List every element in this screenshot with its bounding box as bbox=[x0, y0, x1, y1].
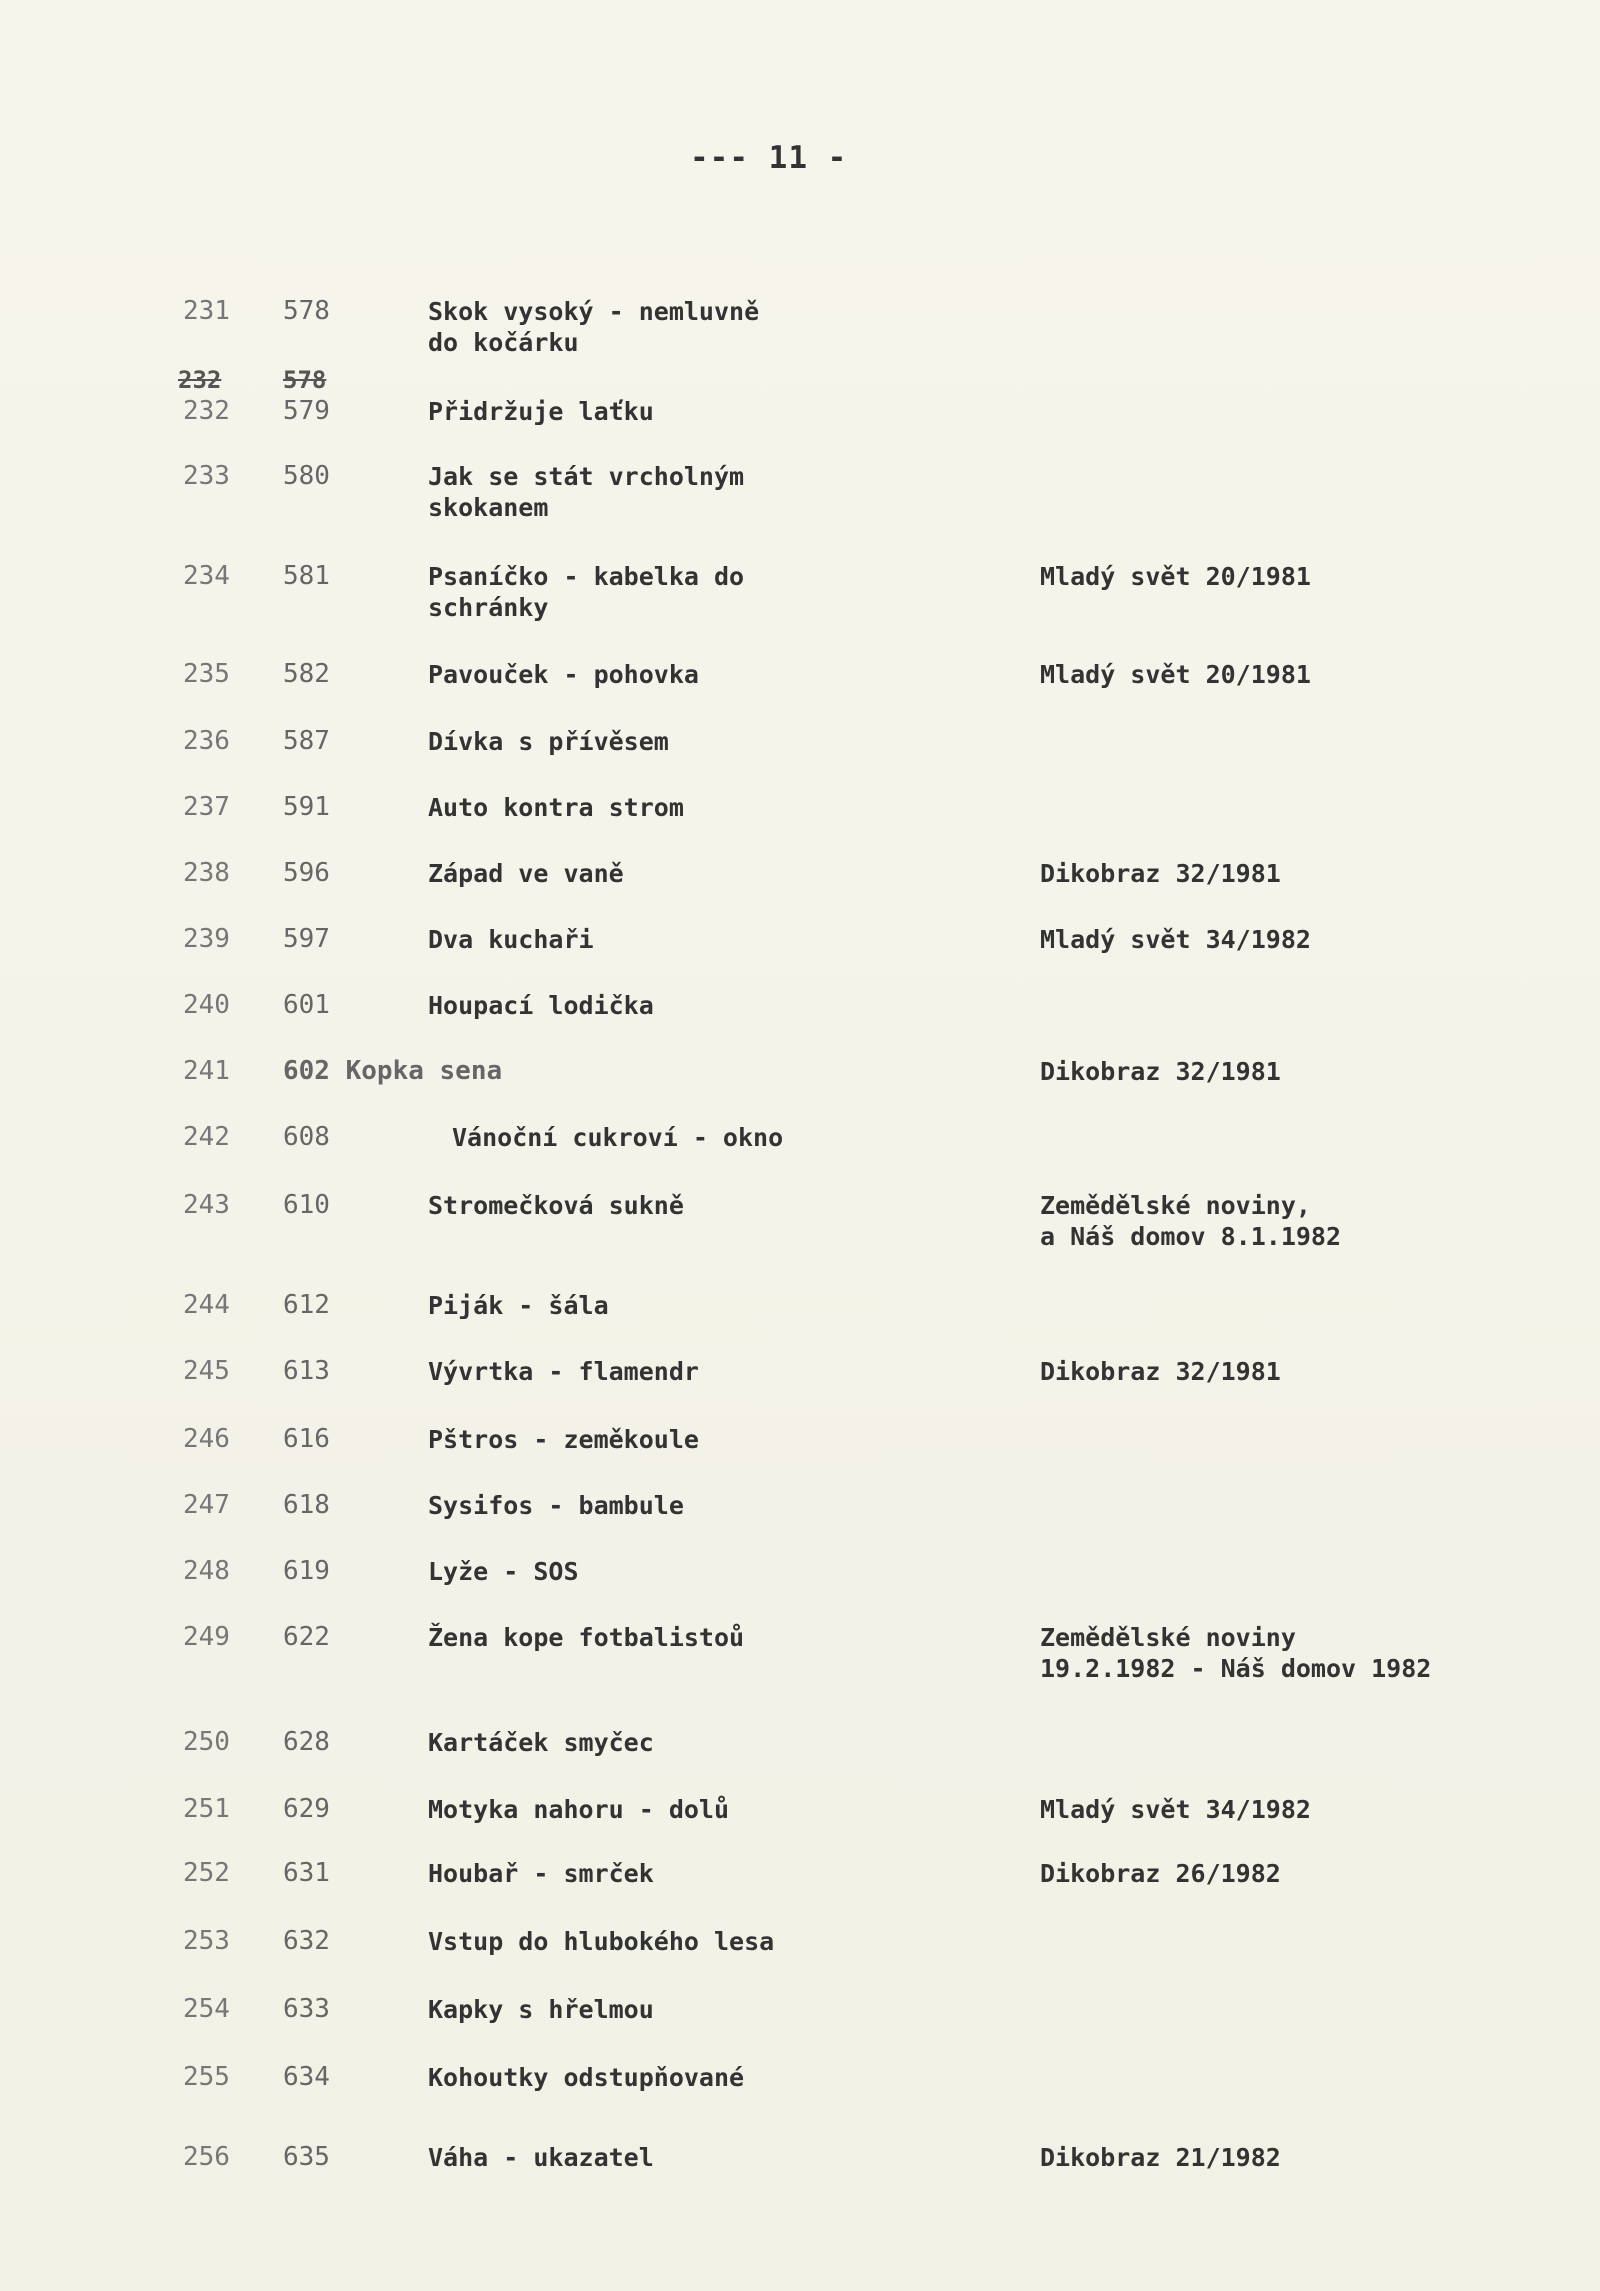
entry-number: 244 bbox=[183, 1290, 230, 1320]
entry-source: Dikobraz 32/1981 bbox=[1040, 1057, 1281, 1086]
entry-title: Váha - ukazatel bbox=[428, 2143, 654, 2172]
list-item bbox=[0, 924, 1600, 984]
list-item bbox=[0, 1994, 1600, 2054]
entry-code: 619 bbox=[283, 1556, 330, 1586]
list-item bbox=[0, 990, 1600, 1050]
entry-code: 618 bbox=[283, 1490, 330, 1520]
entry-code: 580 bbox=[283, 461, 330, 491]
entry-number: 247 bbox=[183, 1490, 230, 1520]
entry-code: 587 bbox=[283, 726, 330, 756]
list-item bbox=[0, 659, 1600, 719]
entry-code: 628 bbox=[283, 1727, 330, 1757]
entry-source: Mladý svět 20/1981 bbox=[1040, 660, 1311, 689]
list-item bbox=[0, 1424, 1600, 1484]
entry-title: Stromečková sukně bbox=[428, 1191, 684, 1220]
entry-title: Skok vysoký - nemluvně do kočárku bbox=[428, 297, 760, 357]
entry-number: 255 bbox=[183, 2062, 230, 2092]
list-item bbox=[0, 792, 1600, 852]
list-item bbox=[0, 1556, 1600, 1616]
entry-code: 578 bbox=[283, 296, 330, 326]
entry-number: 232 bbox=[183, 396, 230, 426]
entry-code: 608 bbox=[283, 1122, 330, 1152]
list-item bbox=[0, 1122, 1600, 1182]
entry-number: 236 bbox=[183, 726, 230, 756]
entry-title: Dva kuchaři bbox=[428, 925, 594, 954]
entry-title: Auto kontra strom bbox=[428, 793, 684, 822]
entry-number: 241 bbox=[183, 1056, 230, 1086]
entry-code: 579 bbox=[283, 396, 330, 426]
list-item bbox=[0, 396, 1600, 456]
entry-number: 246 bbox=[183, 1424, 230, 1454]
entry-number: 234 bbox=[183, 561, 230, 591]
entry-code: 613 bbox=[283, 1356, 330, 1386]
entry-title: Pavouček - pohovka bbox=[428, 660, 699, 689]
entry-title: Houpací lodička bbox=[428, 991, 654, 1020]
entry-number: 240 bbox=[183, 990, 230, 1020]
list-item bbox=[0, 1056, 1600, 1116]
entry-title: Psaníčko - kabelka do schránky bbox=[428, 562, 745, 622]
entry-number: 235 bbox=[183, 659, 230, 689]
entry-title: Vánoční cukroví - okno bbox=[452, 1123, 784, 1152]
entry-source: Dikobraz 26/1982 bbox=[1040, 1859, 1281, 1888]
entry-title: Kapky s hřelmou bbox=[428, 1995, 654, 2024]
list-item bbox=[0, 296, 1600, 356]
entry-source: Dikobraz 32/1981 bbox=[1040, 1357, 1281, 1386]
entry-title: Dívka s přívěsem bbox=[428, 727, 669, 756]
entry-code: 629 bbox=[283, 1794, 330, 1824]
entry-title: Piják - šála bbox=[428, 1291, 609, 1320]
entry-source: Mladý svět 20/1981 bbox=[1040, 562, 1311, 591]
entry-title: Houbař - smrček bbox=[428, 1859, 654, 1888]
entry-code: 632 bbox=[283, 1926, 330, 1956]
entry-number: 252 bbox=[183, 1858, 230, 1888]
entry-code: 610 bbox=[283, 1190, 330, 1220]
list-item bbox=[0, 1926, 1600, 1986]
entry-number: 239 bbox=[183, 924, 230, 954]
entry-title: Motyka nahoru - dolů bbox=[428, 1795, 730, 1824]
struck-number: 232 bbox=[178, 366, 222, 394]
entry-number: 231 bbox=[183, 296, 230, 326]
entry-code: 634 bbox=[283, 2062, 330, 2092]
list-item bbox=[0, 1727, 1600, 1787]
entry-number: 237 bbox=[183, 792, 230, 822]
list-item bbox=[0, 1190, 1600, 1250]
entry-number: 238 bbox=[183, 858, 230, 888]
entry-number: 251 bbox=[183, 1794, 230, 1824]
entry-title: Přidržuje laťku bbox=[428, 397, 654, 426]
entry-code: 602 Kopka sena bbox=[283, 1056, 503, 1086]
entry-number: 242 bbox=[183, 1122, 230, 1152]
list-item bbox=[0, 461, 1600, 521]
entry-code: 622 bbox=[283, 1622, 330, 1652]
struck-code: 578 bbox=[283, 366, 327, 394]
entry-code: 601 bbox=[283, 990, 330, 1020]
entry-title: Kartáček smyčec bbox=[428, 1728, 654, 1757]
entry-source: Dikobraz 32/1981 bbox=[1040, 859, 1281, 888]
entry-code: 612 bbox=[283, 1290, 330, 1320]
entry-title: Sysifos - bambule bbox=[428, 1491, 684, 1520]
entry-title: Západ ve vaně bbox=[428, 859, 624, 888]
list-item bbox=[0, 858, 1600, 918]
entry-title: Pštros - zeměkoule bbox=[428, 1425, 699, 1454]
entry-title: Jak se stát vrcholným skokanem bbox=[428, 462, 745, 522]
entry-number: 256 bbox=[183, 2142, 230, 2172]
entry-source: Dikobraz 21/1982 bbox=[1040, 2143, 1281, 2172]
entry-source: Mladý svět 34/1982 bbox=[1040, 925, 1311, 954]
entry-number: 253 bbox=[183, 1926, 230, 1956]
entry-number: 245 bbox=[183, 1356, 230, 1386]
entry-code: 582 bbox=[283, 659, 330, 689]
list-item bbox=[0, 726, 1600, 786]
entry-number: 254 bbox=[183, 1994, 230, 2024]
entry-number: 243 bbox=[183, 1190, 230, 1220]
entry-number: 233 bbox=[183, 461, 230, 491]
list-item bbox=[0, 1290, 1600, 1350]
entry-number: 248 bbox=[183, 1556, 230, 1586]
entry-code: 597 bbox=[283, 924, 330, 954]
entry-source: Zemědělské noviny, a Náš domov 8.1.1982 bbox=[1040, 1191, 1342, 1251]
entry-source: Zemědělské noviny 19.2.1982 - Náš domov 1982 bbox=[1040, 1623, 1432, 1683]
entry-source: Mladý svět 34/1982 bbox=[1040, 1795, 1311, 1824]
entry-number: 250 bbox=[183, 1727, 230, 1757]
entry-code: 596 bbox=[283, 858, 330, 888]
list-item bbox=[0, 1356, 1600, 1416]
entry-code: 581 bbox=[283, 561, 330, 591]
entry-code: 591 bbox=[283, 792, 330, 822]
list-item bbox=[0, 561, 1600, 621]
entry-number: 249 bbox=[183, 1622, 230, 1652]
entry-code: 631 bbox=[283, 1858, 330, 1888]
list-item bbox=[0, 1858, 1600, 1918]
entry-title: Kohoutky odstupňované bbox=[428, 2063, 745, 2092]
list-item bbox=[0, 2142, 1600, 2202]
entry-title: Lyže - SOS bbox=[428, 1557, 579, 1586]
list-item bbox=[0, 1794, 1600, 1854]
entry-title: Žena kope fotbalistoů bbox=[428, 1623, 745, 1652]
list-item bbox=[0, 1622, 1600, 1682]
entry-code: 616 bbox=[283, 1424, 330, 1454]
page-number: --- 11 - bbox=[690, 140, 848, 176]
list-item bbox=[0, 2062, 1600, 2122]
entry-title: Vstup do hlubokého lesa bbox=[428, 1927, 775, 1956]
entry-code: 635 bbox=[283, 2142, 330, 2172]
list-item bbox=[0, 1490, 1600, 1550]
entry-code: 633 bbox=[283, 1994, 330, 2024]
entry-title: Vývrtka - flamendr bbox=[428, 1357, 699, 1386]
